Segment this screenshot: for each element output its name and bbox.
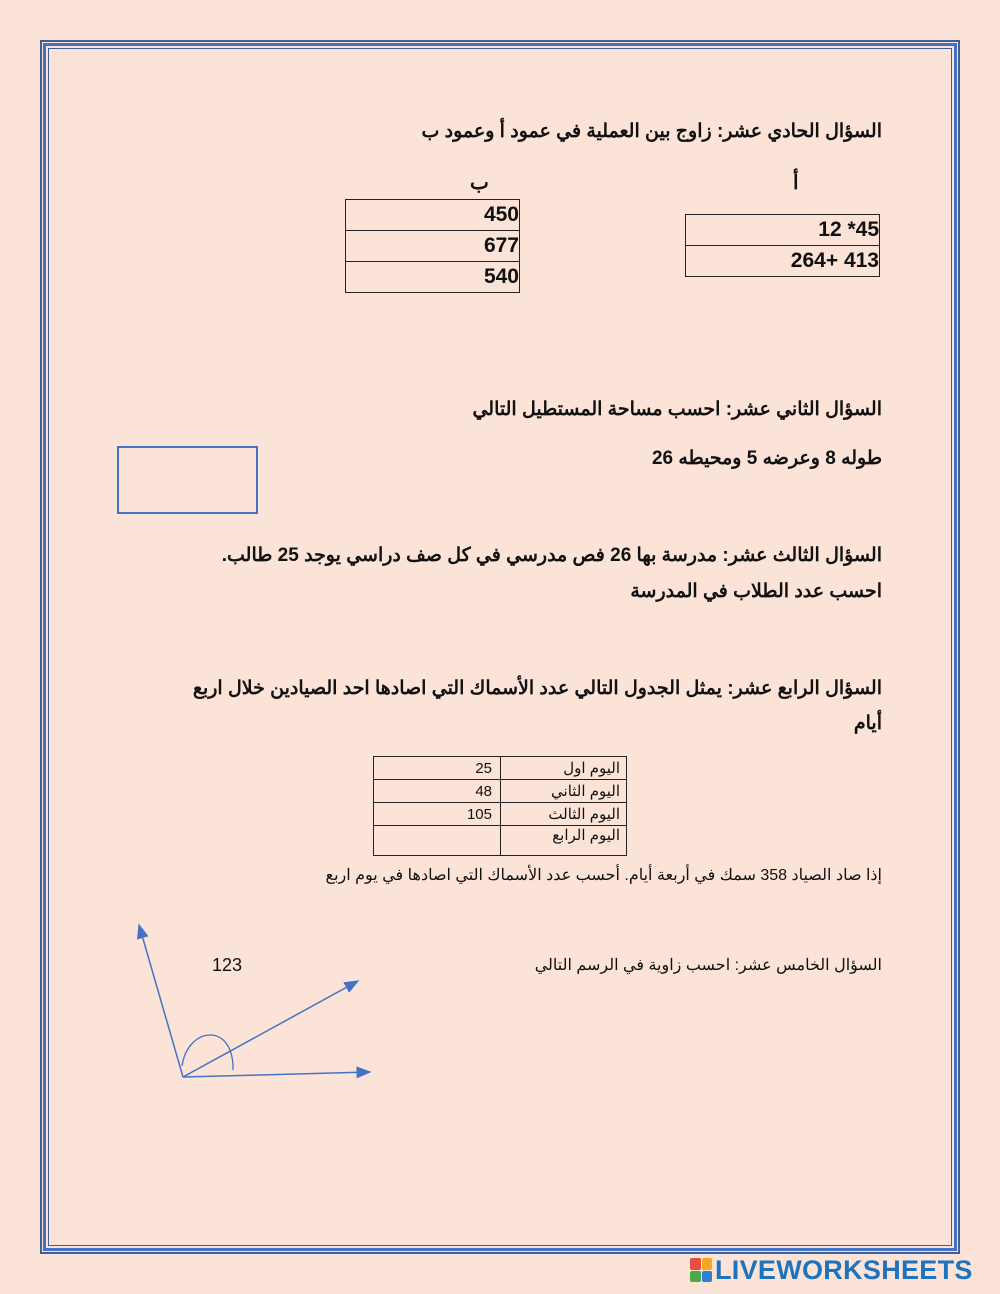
- q15-title: السؤال الخامس عشر: احسب زاوية في الرسم التالي: [534, 957, 882, 974]
- fish-count-cell[interactable]: 105: [374, 803, 501, 826]
- q11-b-cell[interactable]: 677: [346, 231, 520, 262]
- logo-mark-icon: [690, 1258, 712, 1282]
- q11-a-cell[interactable]: 45* 12: [686, 215, 880, 246]
- q14-line2: أيام: [853, 713, 882, 734]
- angle-ray-middle: [183, 981, 358, 1077]
- fish-day-cell: اليوم الرابع: [501, 826, 627, 856]
- q12-title: السؤال الثاني عشر: احسب مساحة المستطيل التالي: [472, 399, 882, 420]
- q11-b-cell[interactable]: 540: [346, 262, 520, 293]
- fish-day-cell: اليوم الثالث: [501, 803, 627, 826]
- angle-ray-bottom: [183, 1072, 370, 1077]
- q11-col-a-header: أ: [793, 172, 799, 194]
- angle-label: 123: [212, 955, 243, 975]
- angle-arc: [182, 1035, 233, 1070]
- q13-line1: السؤال الثالث عشر: مدرسة بها 26 فص مدرسي في كل صف دراسي يوجد 25 طالب.: [221, 545, 882, 566]
- q11-a-cell[interactable]: 413 +264: [686, 246, 880, 277]
- q11-col-b-header: ب: [470, 172, 489, 194]
- q11-b-cell[interactable]: 450: [346, 200, 520, 231]
- fish-day-cell: اليوم اول: [501, 757, 627, 780]
- logo-text: LIVEWORKSHEETS: [715, 1254, 973, 1285]
- liveworksheets-logo: [690, 1255, 973, 1285]
- fish-count-cell[interactable]: 48: [374, 780, 501, 803]
- q12-dimensions: طوله 8 وعرضه 5 ومحيطه 26: [651, 448, 882, 469]
- q14-line1: السؤال الرابع عشر: يمثل الجدول التالي عدد الأسماك التي اصادها احد الصيادين خلال اربع: [192, 678, 882, 699]
- q14-note: إذا صاد الصياد 358 سمك في أربعة أيام. أحسب عدد الأسماك التي اصادها في يوم اربع: [325, 867, 882, 884]
- q13-line2: احسب عدد الطلاب في المدرسة: [630, 581, 882, 602]
- q11-title: السؤال الحادي عشر: زاوج بين العملية في عمود أ وعمود ب: [421, 121, 882, 142]
- fish-count-cell[interactable]: 25: [374, 757, 501, 780]
- angle-ray-left: [139, 925, 183, 1077]
- fish-day-cell: اليوم الثاني: [501, 780, 627, 803]
